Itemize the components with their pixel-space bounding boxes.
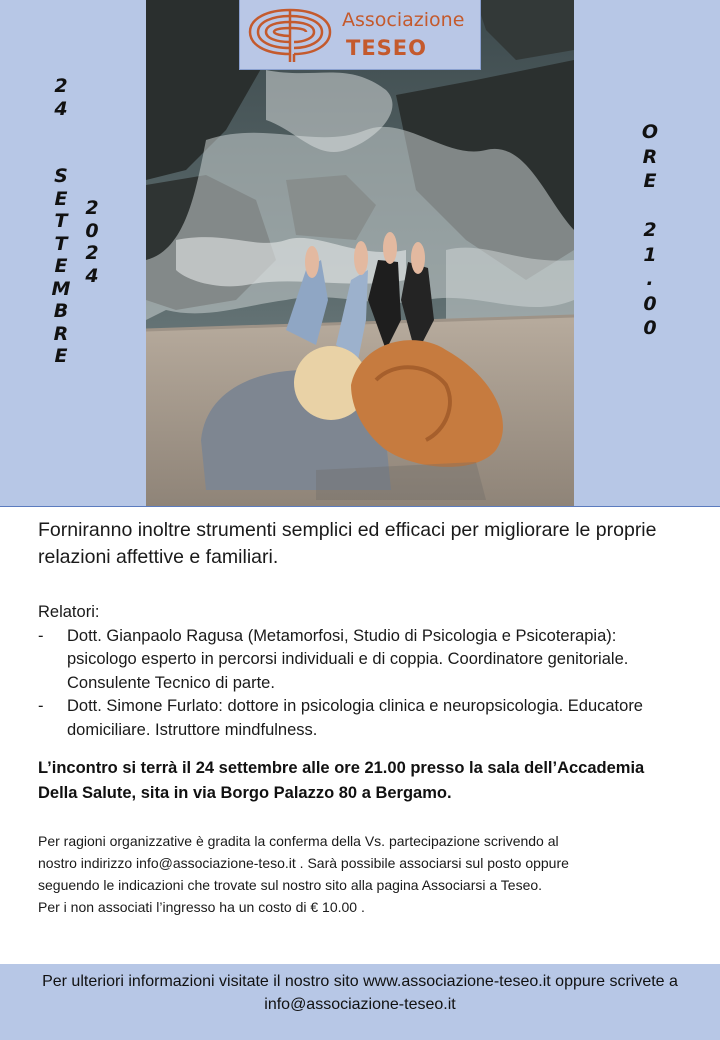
vertical-char: 0 [643, 317, 657, 339]
meeting-details: L’incontro si terrà il 24 settembre alle ore 21.00 presso la sala dell’Accademia Della Salute, sita in via Borgo Palazzo 80 a Bergamo. [38, 759, 645, 802]
vertical-char: R [642, 145, 658, 168]
vertical-char: M [51, 277, 71, 300]
vertical-char: 2 [54, 75, 68, 97]
speakers-section [38, 601, 688, 742]
vertical-char: 1 [643, 243, 657, 266]
info-line: nostro indirizzo info@associazione-teso.it . Sarà possibile associarsi sul posto oppure [38, 855, 569, 871]
date-year [82, 197, 102, 287]
speaker-item [38, 695, 688, 742]
vertical-char: T [54, 232, 68, 255]
info-line: seguendo le indicazioni che trovate sul nostro sito alla pagina Associarsi a Teseo. [38, 877, 543, 893]
vertical-char: E [54, 255, 68, 277]
vertical-char: 2 [85, 197, 99, 219]
vertical-char: B [53, 300, 69, 322]
event-time [640, 120, 660, 341]
list-dash: - [38, 626, 44, 645]
date-month [51, 165, 71, 368]
vertical-char: 4 [54, 97, 68, 120]
speaker-item [38, 625, 688, 696]
logo-line1: Associazione [342, 9, 465, 31]
info-line: Per i non associati l’ingresso ha un costo di € 10.00 . [38, 899, 365, 915]
vertical-char: 0 [643, 292, 657, 315]
vertical-char: O [641, 121, 659, 143]
info-line: Per ragioni organizzative è gradita la conferma della Vs. partecipazione scrivendo al [38, 833, 559, 849]
vertical-char: T [54, 210, 68, 232]
vertical-char: 2 [643, 219, 657, 241]
labyrinth-icon [244, 6, 336, 66]
couple-sea-photo [146, 0, 574, 506]
footer-band [0, 964, 720, 1040]
vertical-char: E [54, 345, 68, 367]
teseo-logo [239, 0, 481, 70]
vertical-char [640, 194, 660, 219]
vertical-char: E [643, 170, 657, 192]
vertical-char: E [54, 187, 68, 210]
vertical-char: 2 [85, 242, 99, 264]
vertical-char: . [646, 268, 654, 290]
speaker-text: Dott. Simone Furlato: dottore in psicologia clinica e neuropsicologia. Educatore domiciliare. Istruttore mindfulness. [67, 697, 643, 739]
vertical-char: R [53, 322, 69, 345]
intro-paragraph: Forniranno inoltre strumenti semplici ed efficaci per migliorare le proprie relazioni affettive e familiari. [38, 519, 657, 568]
date-day [51, 75, 71, 120]
list-dash: - [38, 697, 44, 715]
speaker-text: Dott. Gianpaolo Ragusa (Metamorfosi, Studio di Psicologia e Psicoterapia): psicologo esperto in percorsi individuali e di coppia. Coordinatore genitoriale. Consulente Tecnico di parte. [67, 626, 629, 692]
footer-line: Per ulteriori informazioni visitate il nostro sito www.associazione-teseo.it oppure scrivete a [42, 973, 678, 990]
vertical-char: 4 [85, 264, 99, 287]
logo-line2: TESEO [346, 36, 427, 60]
footer-email[interactable]: info@associazione-teseo.it [264, 996, 456, 1013]
speakers-heading: Relatori: [38, 603, 100, 621]
vertical-char: 0 [85, 219, 99, 242]
vertical-char: S [54, 165, 68, 187]
info-paragraph [38, 830, 688, 918]
